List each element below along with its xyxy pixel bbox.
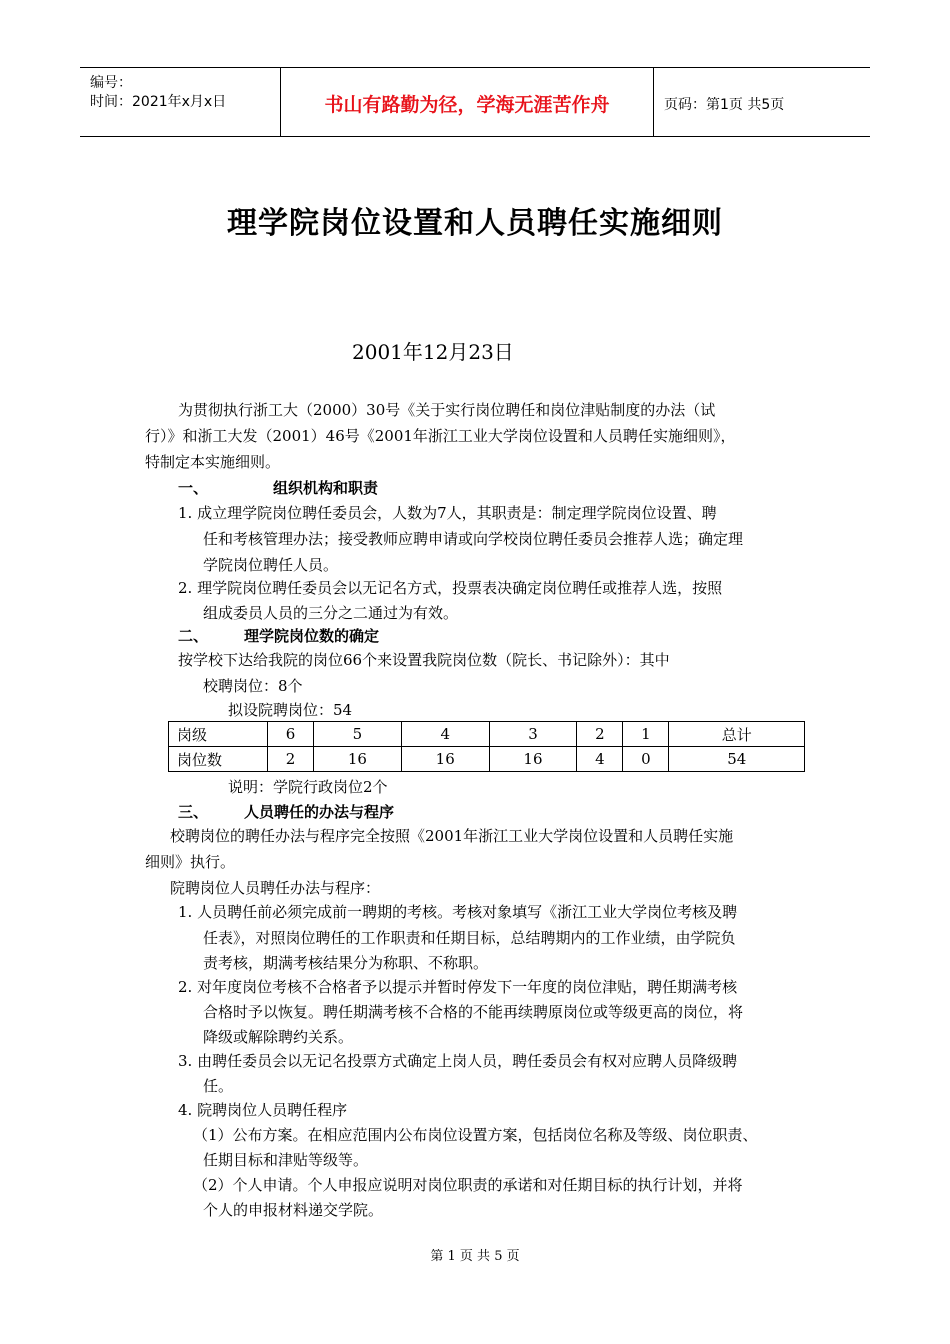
- document-date: 2001年12月23日: [352, 340, 514, 364]
- table-note: 说明：学院行政岗位2个: [228, 778, 388, 796]
- table-cell: 54: [669, 747, 805, 772]
- list-item: 任和考核管理办法；接受教师应聘申请或向学校岗位聘任委员会推荐人选；确定理: [203, 530, 744, 548]
- table-cell: 6: [268, 722, 314, 747]
- table-header-row: [169, 722, 805, 747]
- header-left-cell: [80, 68, 281, 136]
- section-title: 人员聘任的办法与程序: [244, 803, 395, 821]
- list-item: 组成委员人员的三分之二通过为有效。: [203, 604, 459, 622]
- number-label: 编号：: [90, 75, 132, 91]
- table-cell: 总计: [669, 722, 805, 747]
- body-line: 细则》执行。: [145, 853, 236, 871]
- table-cell: 2: [268, 747, 314, 772]
- table-cell: 4: [401, 722, 489, 747]
- section-title: 组织机构和职责: [273, 479, 379, 497]
- header-right-cell: [654, 68, 870, 136]
- page-header: [80, 67, 870, 137]
- table-cell: 16: [314, 747, 402, 772]
- section-title: 理学院岗位数的确定: [244, 627, 380, 645]
- list-item: 3. 由聘任委员会以无记名投票方式确定上岗人员，聘任委员会有权对应聘人员降级聘: [178, 1052, 738, 1070]
- table-cell: 4: [577, 747, 623, 772]
- page-info: 页码：第1页 共5页: [664, 97, 785, 113]
- position-table: [168, 721, 805, 772]
- list-item: 任期目标和津贴等级等。: [203, 1151, 369, 1169]
- table-cell: 岗级: [169, 722, 268, 747]
- table-cell: 5: [314, 722, 402, 747]
- body-line: 按学校下达给我院的岗位66个来设置我院岗位数（院长、书记除外）：其中: [178, 651, 670, 669]
- list-item: 1. 成立理学院岗位聘任委员会，人数为7人，其职责是：制定理学院岗位设置、聘: [178, 504, 717, 522]
- list-item: 2. 理学院岗位聘任委员会以无记名方式，投票表决确定岗位聘任或推荐人选，按照: [178, 579, 723, 597]
- body-line: 院聘岗位人员聘任办法与程序：: [170, 879, 381, 897]
- list-item: 任表》，对照岗位聘任的工作职责和任期目标，总结聘期内的工作业绩，由学院负: [203, 929, 736, 947]
- header-middle-cell: [281, 68, 654, 136]
- section-number: 二、: [178, 627, 209, 645]
- list-item: 个人的申报材料递交学院。: [203, 1201, 384, 1219]
- section-number: 三、: [178, 803, 209, 821]
- table-cell: 2: [577, 722, 623, 747]
- intro-line: 行）》和浙工大发（2001）46号《2001年浙江工业大学岗位设置和人员聘任实施细则》，: [145, 427, 736, 445]
- list-item: （1）公布方案。在相应范围内公布岗位设置方案，包括岗位名称及等级、岗位职责、: [193, 1126, 758, 1144]
- intro-line: 为贯彻执行浙工大（2000）30号《关于实行岗位聘任和岗位津贴制度的办法（试: [178, 401, 716, 419]
- motto: 书山有路勤为径，学海无涯苦作舟: [324, 94, 610, 116]
- table-cell: 16: [401, 747, 489, 772]
- time-label: 时间：2021年x月x日: [90, 94, 227, 110]
- body-line: 校聘岗位：8个: [203, 677, 303, 695]
- list-item: （2）个人申请。个人申报应说明对岗位职责的承诺和对任期目标的执行计划，并将: [193, 1176, 743, 1194]
- list-item: 学院岗位聘任人员。: [203, 556, 339, 574]
- list-item: 责考核，期满考核结果分为称职、不称职。: [203, 954, 489, 972]
- list-item: 1. 人员聘任前必须完成前一聘期的考核。考核对象填写《浙江工业大学岗位考核及聘: [178, 903, 738, 921]
- page-footer: 第 1 页 共 5 页: [430, 1249, 520, 1264]
- table-cell: 岗位数: [169, 747, 268, 772]
- list-item: 2. 对年度岗位考核不合格者予以提示并暂时停发下一年度的岗位津贴，聘任期满考核: [178, 978, 738, 996]
- table-row: [169, 747, 805, 772]
- list-item: 合格时予以恢复。聘任期满考核不合格的不能再续聘原岗位或等级更高的岗位，将: [203, 1003, 744, 1021]
- table-cell: 1: [623, 722, 669, 747]
- body-line: 拟设院聘岗位：54: [228, 701, 353, 719]
- table-cell: 3: [489, 722, 577, 747]
- intro-line: 特制定本实施细则。: [145, 453, 281, 471]
- section-number: 一、: [178, 479, 209, 497]
- table-cell: 16: [489, 747, 577, 772]
- list-item: 降级或解除聘约关系。: [203, 1028, 354, 1046]
- table-cell: 0: [623, 747, 669, 772]
- list-item: 任。: [203, 1077, 234, 1095]
- document-title: 理学院岗位设置和人员聘任实施细则: [227, 206, 723, 241]
- list-item: 4. 院聘岗位人员聘任程序: [178, 1101, 348, 1119]
- body-line: 校聘岗位的聘任办法与程序完全按照《2001年浙江工业大学岗位设置和人员聘任实施: [170, 827, 734, 845]
